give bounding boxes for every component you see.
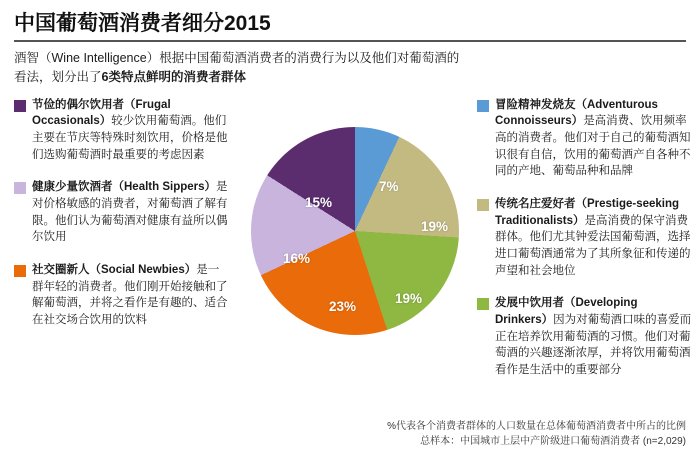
segment-description: 是高消费、饮用频率高的消费者。他们对于自己的葡萄酒知识很有自信，饮用的葡萄酒产自各种不同的产地、葡萄品种和品牌 xyxy=(495,115,691,178)
content-columns xyxy=(14,93,692,423)
pie-slice-label-social-newbies: 23% xyxy=(329,298,357,314)
color-swatch-icon xyxy=(477,100,489,112)
legend-item-text xyxy=(32,262,229,329)
segment-description: 是一群年轻的消费者。他们刚开始接触和了解葡萄酒，并将之看作是有趣的、适合在社交场合饮用的饮料 xyxy=(32,264,228,327)
pie-slice-label-prestige: 19% xyxy=(421,218,449,234)
legend-item-text xyxy=(495,196,692,279)
segment-name-en: （Developing Drinkers） xyxy=(495,297,638,327)
legend-item-adventurous-connoisseurs xyxy=(477,97,692,180)
segment-description: 是高消费的保守消费群体。他们尤其钟爱法国葡萄酒，选择进口葡萄酒通常为了其所象征和传递的声望和社会地位 xyxy=(495,214,691,277)
color-swatch-icon xyxy=(14,182,26,194)
color-swatch-icon xyxy=(477,199,489,211)
legend-item-text xyxy=(32,97,229,164)
legend-item-text xyxy=(32,179,229,246)
color-swatch-icon xyxy=(14,100,26,112)
segment-name-en: （Social Newbies） xyxy=(89,264,197,277)
segment-name-en: （Prestige-seeking Traditionalists） xyxy=(495,198,680,227)
legend-item-frugal-occasionals xyxy=(14,97,229,164)
legend-item-health-sippers xyxy=(14,179,229,246)
segment-name-en: （Frugal Occasionals） xyxy=(32,98,171,128)
legend-item-text xyxy=(495,295,692,378)
subtitle-line-2-bold: 6类特点鲜明的消费者群体 xyxy=(101,69,246,84)
legend-column-right xyxy=(477,93,692,395)
segment-name-cn: 社交圈新人 xyxy=(32,264,90,277)
subtitle-line-1: 酒智（Wine Intelligence）根据中国葡萄酒消费者的消费行为以及他们对葡萄酒的 xyxy=(14,51,460,66)
legend-item-social-newbies xyxy=(14,262,229,329)
footnote-line-1: %代表各个消费者群体的人口数量在总体葡萄酒消费者中所占的比例 xyxy=(387,421,686,432)
segment-description: 因为对葡萄酒口味的喜爱而正在培养饮用葡萄酒的习惯。他们对葡萄酒的兴趣逐渐浓厚，并将饮用葡萄酒看作是生活中的重要部分 xyxy=(495,314,692,377)
page-subtitle xyxy=(14,49,654,87)
legend-column-left xyxy=(14,93,229,345)
segment-name-en: （Adventurous Connoisseurs） xyxy=(495,98,658,128)
pie-slice-label-health-sippers: 16% xyxy=(283,250,311,266)
segment-description: 较少饮用葡萄酒。他们主要在节庆等特殊时刻饮用，价格是他们选购葡萄酒时最重要的考虑因素 xyxy=(32,115,228,161)
segment-name-cn: 健康少量饮酒者 xyxy=(32,181,113,194)
subtitle-line-2 xyxy=(14,68,654,87)
pie-slice-label-adventurous: 7% xyxy=(379,178,399,194)
segment-name-cn: 发展中饮用者 xyxy=(495,297,564,310)
page-title: 中国葡萄酒消费者细分2015 xyxy=(14,12,271,35)
pie-chart xyxy=(229,109,477,409)
segment-name-en: （Health Sippers） xyxy=(112,181,217,194)
pie-chart-column xyxy=(229,93,477,409)
footnote-line-2: 总样本：中国城市上层中产阶级进口葡萄酒消费者 (n=2,029) xyxy=(420,436,686,447)
subtitle-line-2-pre: 看法，划分出了 xyxy=(14,69,102,84)
color-swatch-icon xyxy=(14,265,26,277)
segment-name-cn: 冒险精神发烧友 xyxy=(495,98,576,111)
legend-item-developing-drinkers xyxy=(477,295,692,378)
color-swatch-icon xyxy=(477,298,489,310)
pie-slice-label-frugal: 15% xyxy=(305,194,333,210)
legend-item-prestige-seeking-traditionalists xyxy=(477,196,692,279)
segment-name-cn: 传统名庄爱好者 xyxy=(495,198,576,210)
title-divider xyxy=(14,40,686,42)
legend-item-text xyxy=(495,97,692,180)
segment-description: 是对价格敏感的消费者，对葡萄酒了解有限。他们认为葡萄酒对健康有益所以偶尔饮用 xyxy=(32,181,228,244)
segment-name-cn: 节俭的偶尔饮用者 xyxy=(32,98,124,111)
pie-slice-label-developing: 19% xyxy=(395,290,423,306)
chart-footnote xyxy=(387,419,686,449)
